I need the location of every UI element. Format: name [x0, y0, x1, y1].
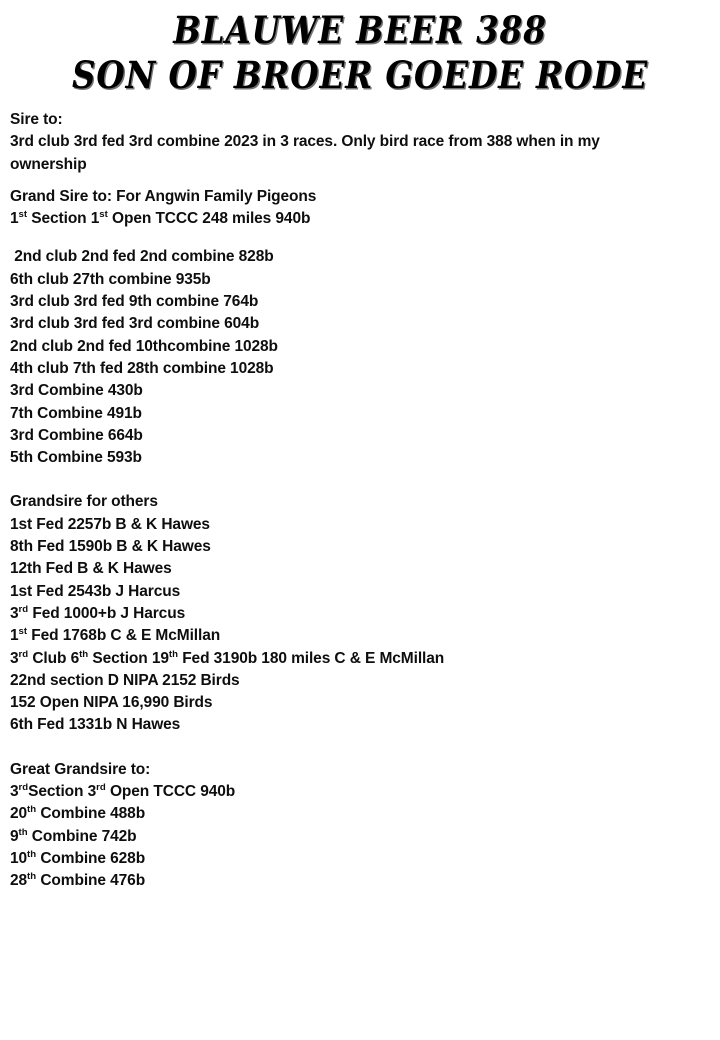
text-line: 1st Section 1st Open TCCC 248 miles 940b	[10, 209, 311, 228]
text-line: 5th Combine 593b	[10, 449, 142, 467]
text-line: 3rd Combine 430b	[10, 382, 143, 400]
text-line: 20th Combine 488b	[10, 804, 146, 823]
text-line: 3rdSection 3rd Open TCCC 940b	[10, 781, 236, 801]
text-line: 3rd Club 6th Section 19th Fed 3190b 180 miles C & E McMillan	[10, 648, 445, 667]
document-body	[10, 109, 710, 893]
document-title-line2: SON OF BROER GOEDE RODE	[71, 53, 649, 97]
section-grandsire-others	[10, 491, 710, 736]
section-race-results	[10, 246, 710, 469]
text-line: 8th Fed 1590b B & K Hawes	[10, 538, 211, 556]
text-line: 3rd Fed 1000+b J Harcus	[10, 603, 186, 622]
document-header	[10, 8, 710, 98]
text-line: 22nd section D NIPA 2152 Birds	[10, 671, 240, 689]
text-line: 3rd club 3rd fed 3rd combine 604b	[10, 315, 260, 333]
text-line: Sire to:	[10, 111, 63, 128]
text-line: 9th Combine 742b	[10, 826, 137, 845]
text-line: 7th Combine 491b	[10, 404, 142, 422]
section-sire-to	[10, 109, 710, 176]
text-line: ownership	[10, 155, 87, 173]
text-line: 1st Fed 2543b J Harcus	[10, 582, 181, 600]
text-line: 28th Combine 476b	[10, 871, 146, 890]
text-line: Great Grandsire to:	[10, 760, 151, 778]
text-line: Grand Sire to: For Angwin Family Pigeons	[10, 187, 317, 205]
text-line: 6th club 27th combine 935b	[10, 270, 211, 288]
text-line: 4th club 7th fed 28th combine 1028b	[10, 359, 274, 377]
section-great-grandsire	[10, 759, 710, 893]
text-line: Grandsire for others	[10, 493, 158, 511]
document-title-line1: BLAUWE BEER 388	[173, 8, 547, 52]
text-line: 1st Fed 2257b B & K Hawes	[10, 515, 210, 533]
text-line: 2nd club 2nd fed 2nd combine 828b	[10, 248, 274, 266]
text-line: 2nd club 2nd fed 10thcombine 1028b	[10, 337, 278, 355]
text-line: 152 Open NIPA 16,990 Birds	[10, 694, 213, 712]
text-line: 10th Combine 628b	[10, 848, 146, 867]
text-line: 3rd club 3rd fed 3rd combine 2023 in 3 races. Only bird race from 388 when in my	[10, 133, 600, 151]
section-grand-sire	[10, 186, 710, 231]
text-line: 3rd Combine 664b	[10, 426, 143, 444]
text-line: 12th Fed B & K Hawes	[10, 560, 172, 578]
text-line: 3rd club 3rd fed 9th combine 764b	[10, 293, 259, 311]
text-line: 1st Fed 1768b C & E McMillan	[10, 626, 221, 645]
text-line: 6th Fed 1331b N Hawes	[10, 716, 181, 734]
